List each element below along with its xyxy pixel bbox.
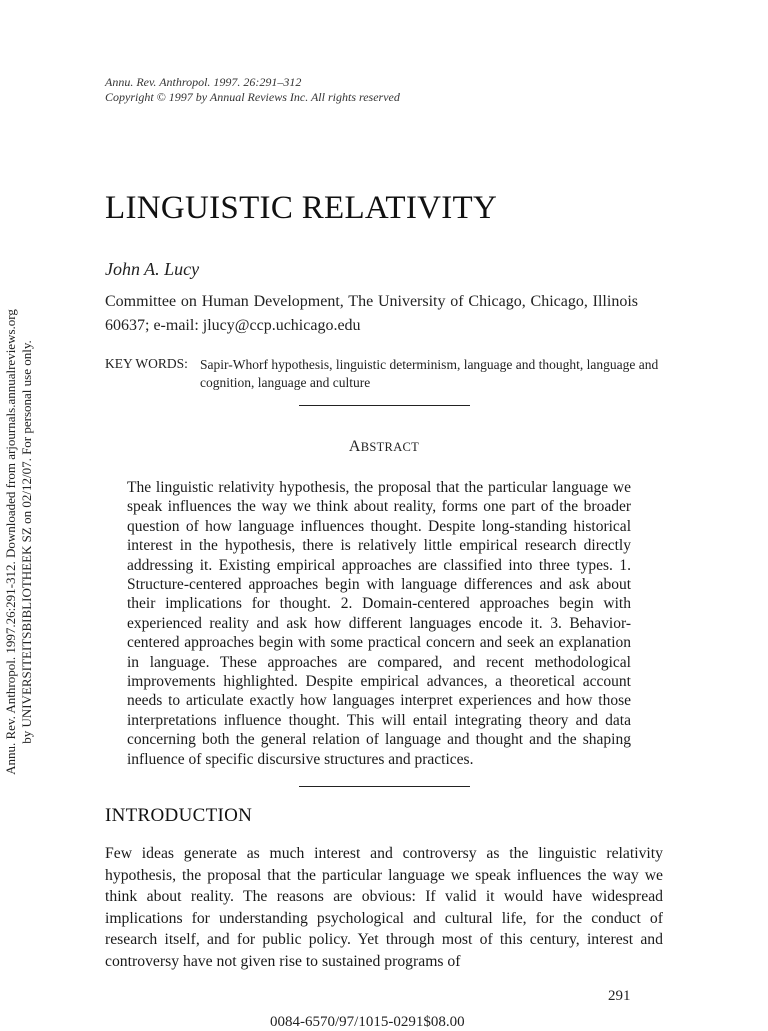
abstract-heading-rest: BSTRACT [360,440,420,454]
author-affiliation: Committee on Human Development, The University of Chicago, Chicago, Illinois 60637; e-mail: jlucy@ccp.uchicago.edu [105,293,638,334]
keywords-label: KEY WORDS: [105,356,188,371]
keywords-list: Sapir-Whorf hypothesis, linguistic determinism, language and thought, language and cognition, language and culture [200,357,659,390]
download-notice-line-1: Annu. Rev. Anthropol. 1997.26:291-312. Downloaded from arjournals.annualreviews.org [3,309,18,775]
download-notice [0,0,46,1024]
introduction-text: Few ideas generate as much interest and controversy as the linguistic relativity hypothesis, the proposal that the particular language we speak influences the way we think about reality. The reasons are obvious: If valid it would have widespread implications for understanding psychological and cultural life, for the conduct of research itself, and for public policy. Yet through most of this century, interest and controversy have not given rise to sustained programs of [105,845,663,970]
journal-citation: Annu. Rev. Anthropol. 1997. 26:291–312 [105,75,302,89]
abstract-heading-cap: A [348,438,361,455]
divider-rule-bottom [299,786,470,787]
introduction-heading: INTRODUCTION [105,805,253,826]
copyright-notice: Copyright © 1997 by Annual Reviews Inc. All rights reserved [105,90,400,104]
abstract-heading [0,438,768,456]
author-name: John A. Lucy [105,259,200,279]
page-number: 291 [608,988,631,1004]
divider-rule-top [299,405,470,406]
download-notice-line-2: by UNIVERSITEITSBIBLIOTHEEK SZ on 02/12/07. For personal use only. [19,340,34,744]
article-title: LINGUISTIC RELATIVITY [105,190,498,226]
document-code: 0084-6570/97/1015-0291$08.00 [270,1014,465,1030]
abstract-text: The linguistic relativity hypothesis, the proposal that the particular language we speak influences the way we think about reality, forms one part of the broader question of how language influences thought. Despite long-standing historical interest in the hypothesis, there is relatively little empirical research directly addressing it. Existing empirical approaches are classified into three types. 1. Structure-centered approaches begin with language differences and ask about their implications for thought. 2. Domain-centered approaches begin with experienced reality and ask how different languages encode it. 3. Behavior-centered approaches begin with some practical concern and seek an explanation in language. These approaches are compared, and recent methodological improvements highlighted. Despite empirical advances, a theoretical account needs to articulate exactly how languages interpret experiences and how those interpretations influence thought. This will entail integrating theory and data concerning both the general relation of language and thought and the shaping influence of specific discursive structures and practices. [127,479,631,768]
